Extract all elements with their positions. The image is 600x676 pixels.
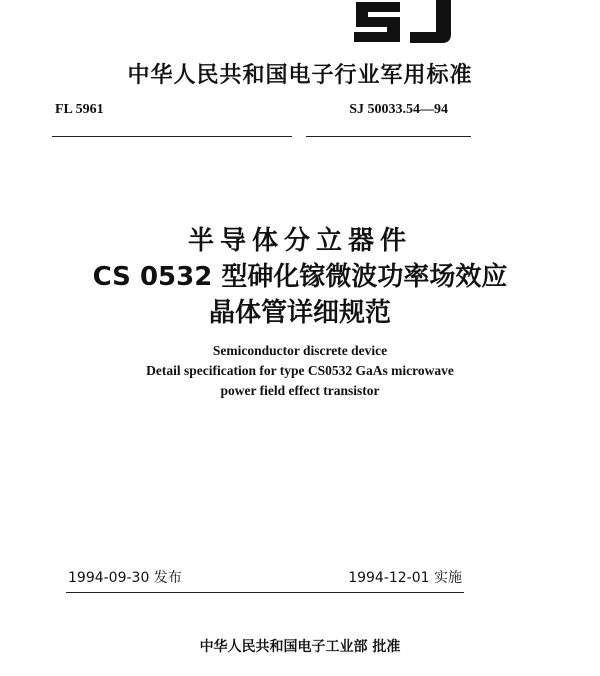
classification-code: FL 5961 (55, 102, 104, 117)
english-title-line-2: Detail specification for type CS0532 GaAs microwave (146, 363, 454, 378)
standard-number: SJ 50033.54—94 (349, 102, 448, 117)
sj-logo (352, 0, 457, 44)
english-title-line-1: Semiconductor discrete device (212, 343, 388, 358)
header-rule-right (306, 136, 471, 137)
issue-date: 1994-09-30 发布 (68, 570, 182, 586)
implement-date: 1994-12-01 实施 (348, 570, 462, 586)
header-rule-left (52, 136, 292, 137)
approving-department: 中华人民共和国电子工业部 批准 (199, 639, 401, 655)
chinese-title-line-2: CS 0532 型砷化镓微波功率场效应 (92, 262, 508, 292)
english-title-line-3: power field effect transistor (220, 383, 380, 398)
chinese-title-line-3: 晶体管详细规范 (208, 298, 391, 328)
chinese-title-line-1: 半导体分立器件 (187, 226, 412, 256)
footer-rule (66, 592, 464, 593)
standard-title: 中华人民共和国电子行业军用标准 (127, 63, 473, 88)
